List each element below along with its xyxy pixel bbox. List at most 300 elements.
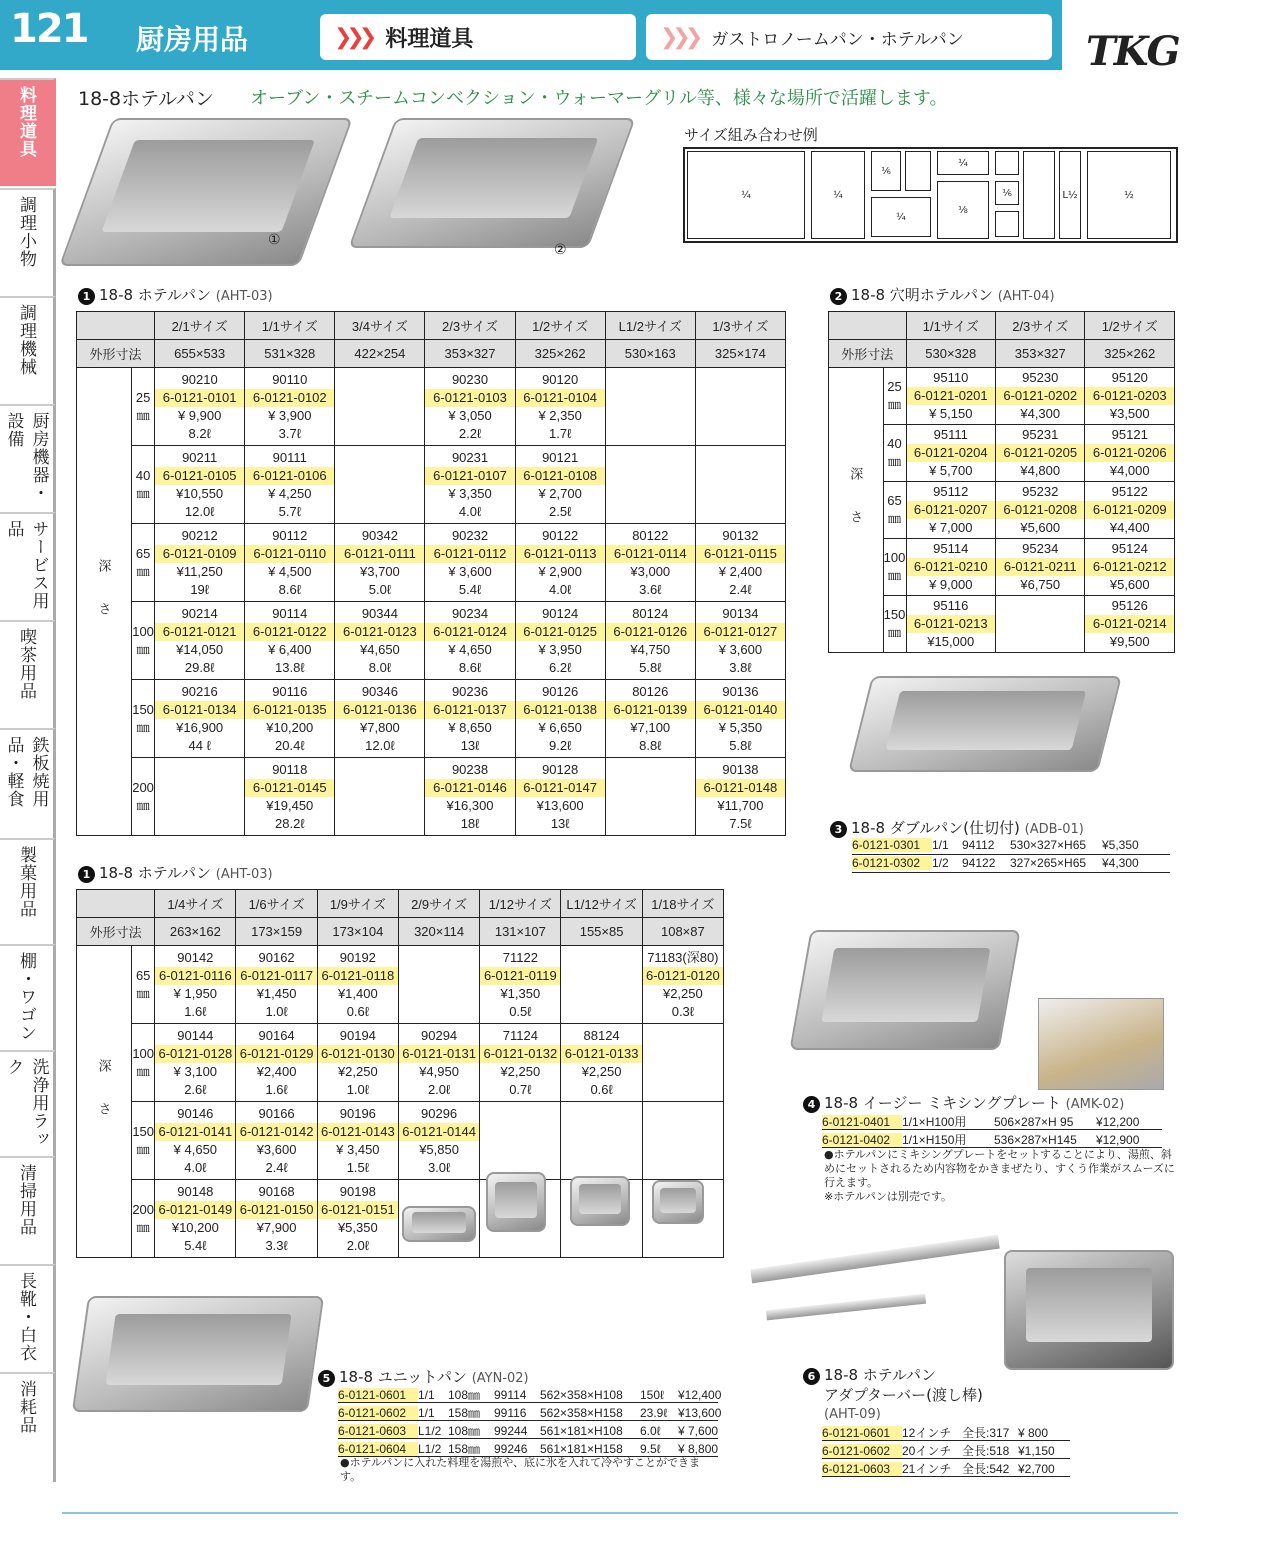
sidebar-item-label: 消耗品 <box>16 1380 36 1434</box>
section-code: (AHT-04) <box>997 289 1055 304</box>
price: ¥6,750 <box>1020 577 1061 592</box>
table-cell <box>335 446 425 524</box>
item-number: 90198 <box>339 1183 376 1199</box>
sidebar-item[interactable] <box>0 296 56 404</box>
price: ¥ 3,050 <box>448 407 492 423</box>
adapter-bar-photo <box>766 1294 926 1321</box>
section-title-text: 18-8 ダブルパン(仕切付) <box>851 819 1020 837</box>
table-row <box>77 680 786 758</box>
capacity: 3.3ℓ <box>265 1237 288 1253</box>
sidebar-item[interactable] <box>0 944 56 1050</box>
adapter-bar-photo <box>750 1235 1000 1284</box>
table-cell <box>155 602 245 680</box>
section5-note: ●ホテルパンに入れた料理を湯煎や、底に氷を入れて冷やすことができます。 <box>340 1456 701 1483</box>
item-number: 90136 <box>722 683 759 699</box>
table-cell <box>155 446 245 524</box>
capacity: 6.2ℓ <box>549 659 572 675</box>
product-code: 6-0121-0126 <box>606 623 695 641</box>
table-cell <box>155 680 245 758</box>
item-number: 95120 <box>1111 370 1148 385</box>
product-code: 6-0121-0137 <box>425 701 514 719</box>
product-line <box>852 856 1170 873</box>
unit-pan-photo <box>72 1296 324 1412</box>
table-cell <box>561 1024 642 1102</box>
product-code: 6-0121-0603 <box>338 1424 418 1438</box>
item-number: 80124 <box>632 605 669 621</box>
product-code: 6-0121-0302 <box>852 856 932 870</box>
mixing-plate-usage-photo <box>1038 998 1164 1090</box>
table-cell <box>155 1102 236 1180</box>
capacity: 4.0ℓ <box>549 581 572 597</box>
product-line <box>822 1442 1070 1459</box>
item-number: 90118 <box>272 761 308 777</box>
depth-label: 深さ <box>77 368 132 836</box>
price: ¥15,000 <box>927 634 975 649</box>
table-cell <box>155 1024 236 1102</box>
tab-gastronorm[interactable] <box>646 14 1052 60</box>
product-code: 6-0121-0604 <box>338 1442 418 1456</box>
capacity: 12.0ℓ <box>184 503 215 519</box>
product-field: 561×181×H158 <box>540 1442 623 1456</box>
product-code: 6-0121-0204 <box>907 444 995 462</box>
capacity: 4.0ℓ <box>458 503 482 519</box>
sidebar-item-label: 製菓用品 <box>16 846 36 918</box>
product-code: 6-0121-0113 <box>516 545 605 563</box>
product-field: 561×181×H108 <box>540 1424 623 1438</box>
product-code: 6-0121-0101 <box>155 389 244 407</box>
page-subheading: オーブン・スチームコンベクション・ウォーマーグリル等、様々な場所で活躍します。 <box>250 88 948 109</box>
dimension-value: 422×254 <box>335 340 425 368</box>
table-cell <box>1085 539 1175 596</box>
product-field: 158㎜ <box>448 1406 481 1420</box>
product-field: ¥12,400 <box>678 1388 722 1402</box>
capacity: 1.5ℓ <box>346 1159 369 1175</box>
table-cell <box>245 524 335 602</box>
price: ¥4,750 <box>630 641 671 657</box>
product-code: 6-0121-0123 <box>335 623 424 641</box>
price: ¥ 4,500 <box>268 563 312 579</box>
depth-value: 200㎜ <box>132 1180 155 1258</box>
photo-label-1: ① <box>268 232 281 248</box>
capacity: 5.4ℓ <box>184 1237 207 1253</box>
item-number: 71122 <box>502 949 538 965</box>
depth-value: 65㎜ <box>883 482 906 539</box>
item-number: 71183(深80) <box>647 949 719 965</box>
long-pan-photo <box>402 1206 476 1242</box>
product-code: 6-0121-0131 <box>399 1045 479 1063</box>
product-code: 6-0121-0104 <box>516 389 605 407</box>
product-field: 536×287×H145 <box>994 1133 1077 1147</box>
capacity: 8.0ℓ <box>368 659 392 675</box>
depth-value: 65㎜ <box>132 946 155 1024</box>
product-code: 6-0121-0119 <box>480 967 560 985</box>
price: ¥4,800 <box>1020 463 1061 478</box>
dimension-value: 655×533 <box>155 340 245 368</box>
product-code: 6-0121-0144 <box>399 1123 479 1141</box>
product-line <box>338 1404 722 1421</box>
product-field: 1/2 <box>932 856 949 870</box>
table-corner <box>77 312 155 340</box>
item-number: 90122 <box>542 527 579 543</box>
product-code: 6-0121-0127 <box>696 623 785 641</box>
section-title-text: 18-8 イージー ミキシングプレート <box>824 1094 1061 1112</box>
depth-value: 25㎜ <box>132 368 155 446</box>
sidebar-item-label: 調理小物 <box>16 196 36 268</box>
table-cell <box>996 596 1085 653</box>
price: ¥4,950 <box>419 1063 459 1079</box>
size-header: 1/12サイズ <box>480 890 561 918</box>
item-number: 90196 <box>339 1105 376 1121</box>
table-row <box>829 368 1175 425</box>
table-cell <box>398 946 479 1024</box>
product-field: ¥2,700 <box>1018 1462 1055 1476</box>
price: ¥ 8,650 <box>448 719 492 735</box>
product-field: ¥4,300 <box>1102 856 1139 870</box>
sidebar-item-label: 喫茶用品 <box>16 628 36 700</box>
size-header: 2/9サイズ <box>398 890 479 918</box>
item-number: 95232 <box>1022 484 1059 499</box>
product-code: 6-0121-0142 <box>236 1123 316 1141</box>
size-header: 1/9サイズ <box>317 890 398 918</box>
product-code: 6-0121-0122 <box>245 623 334 641</box>
table-cell <box>425 368 515 446</box>
item-number: 90346 <box>361 683 398 699</box>
section-title-text: 18-8 ホテルパン <box>99 864 212 882</box>
table-cell <box>425 446 515 524</box>
product-field: 530×327×H65 <box>1010 838 1087 852</box>
table-cell <box>425 524 515 602</box>
size-header: 3/4サイズ <box>335 312 425 340</box>
price: ¥16,900 <box>176 719 224 735</box>
capacity: 5.4ℓ <box>458 581 482 597</box>
price: ¥ 9,900 <box>177 407 222 423</box>
product-code: 6-0121-0134 <box>155 701 244 719</box>
price: ¥10,200 <box>171 1219 219 1235</box>
hotel-pan-table-1 <box>76 311 786 836</box>
item-number: 90231 <box>451 449 489 465</box>
capacity: 0.6ℓ <box>346 1003 369 1019</box>
sidebar-item-label: 調理機械 <box>16 304 36 376</box>
product-code: 6-0121-0602 <box>822 1444 902 1458</box>
section-code: (AMK-02) <box>1065 1097 1125 1112</box>
product-field: 21インチ <box>902 1462 952 1476</box>
product-field: ¥13,600 <box>678 1406 722 1420</box>
depth-value: 65㎜ <box>132 524 155 602</box>
table-row <box>77 524 786 602</box>
price: ¥1,350 <box>500 985 541 1001</box>
table-cell <box>642 1102 723 1180</box>
table-cell <box>335 758 425 836</box>
product-code: 6-0121-0143 <box>318 1123 398 1141</box>
sidebar-item[interactable] <box>0 78 56 186</box>
item-number: 90238 <box>451 761 489 777</box>
capacity: 8.6ℓ <box>458 659 482 675</box>
section4-title <box>803 1092 1124 1113</box>
product-code: 6-0121-0117 <box>236 967 316 985</box>
item-number: 90168 <box>258 1183 295 1199</box>
product-field: 9.5ℓ <box>640 1442 661 1456</box>
price: ¥10,550 <box>176 485 224 501</box>
product-line <box>822 1424 1070 1441</box>
capacity: 7.5ℓ <box>729 815 752 831</box>
item-number: 90116 <box>272 683 308 699</box>
section-number-badge: 3 <box>830 821 847 838</box>
sidebar-item-label: 料理道具 <box>16 86 36 158</box>
capacity: 0.7ℓ <box>509 1081 532 1097</box>
size-header: 1/3サイズ <box>695 312 785 340</box>
size-header: L1/2サイズ <box>605 312 695 340</box>
table-cell <box>642 1024 723 1102</box>
table-cell <box>695 524 785 602</box>
table-cell <box>515 446 605 524</box>
table-row <box>77 602 786 680</box>
product-field: 562×358×H108 <box>540 1388 623 1402</box>
capacity: 3.0ℓ <box>427 1159 451 1175</box>
product-field: 1/1 <box>932 838 949 852</box>
footer-rule <box>62 1512 1178 1514</box>
sidebar-item[interactable] <box>0 512 56 620</box>
item-number: 90166 <box>258 1105 295 1121</box>
capacity: 5.0ℓ <box>368 581 392 597</box>
price: ¥ 3,350 <box>448 485 492 501</box>
item-number: 95234 <box>1022 541 1059 556</box>
price: ¥ 4,250 <box>268 485 312 501</box>
table-cell <box>1085 596 1175 653</box>
sidebar-item[interactable] <box>0 404 56 512</box>
table-cell <box>605 602 695 680</box>
capacity: 2.4ℓ <box>729 581 752 597</box>
table-cell <box>335 680 425 758</box>
item-number: 88124 <box>583 1027 620 1043</box>
sidebar-item-label: 長靴・白衣 <box>16 1272 36 1362</box>
table-cell <box>236 946 317 1024</box>
item-number: 90294 <box>421 1027 458 1043</box>
product-code: 6-0121-0201 <box>907 387 995 405</box>
tab-cooking-tools[interactable] <box>320 14 636 60</box>
table-cell <box>317 1180 398 1258</box>
product-code: 6-0121-0603 <box>822 1462 902 1476</box>
table-cell <box>605 680 695 758</box>
product-code: 6-0121-0111 <box>335 545 424 563</box>
product-code: 6-0121-0136 <box>335 701 424 719</box>
product-code: 6-0121-0109 <box>155 545 244 563</box>
section1-title <box>78 284 273 305</box>
table-cell <box>695 758 785 836</box>
depth-value: 100㎜ <box>883 539 906 596</box>
item-number: 90211 <box>182 449 218 465</box>
product-line <box>338 1422 718 1439</box>
hotel-pan-photo-2 <box>348 118 635 248</box>
dimension-label: 外形寸法 <box>829 340 907 368</box>
sidebar-item-label: 鉄板焼用品・軽食 <box>3 736 49 808</box>
table-cell <box>515 524 605 602</box>
item-number: 80122 <box>632 527 669 543</box>
section6-title <box>803 1364 936 1385</box>
product-field: 全長:518 <box>962 1444 1010 1458</box>
price: ¥7,100 <box>630 719 671 735</box>
product-code: 6-0121-0205 <box>996 444 1084 462</box>
item-number: 95116 <box>933 598 969 613</box>
item-number: 90120 <box>542 371 579 387</box>
price: ¥2,250 <box>337 1063 378 1079</box>
perforated-pan-table <box>828 311 1175 653</box>
product-field: L1/2 <box>418 1442 442 1456</box>
product-code: 6-0121-0145 <box>245 779 334 797</box>
brand-logo: TKG <box>1086 28 1179 75</box>
capacity: 2.4ℓ <box>265 1159 288 1175</box>
product-line <box>822 1113 1162 1130</box>
product-code: 6-0121-0125 <box>516 623 605 641</box>
product-code: 6-0121-0105 <box>155 467 244 485</box>
table-cell <box>245 758 335 836</box>
sidebar-item-label: 棚・ワゴン <box>16 952 36 1042</box>
section-number-badge: 5 <box>318 1370 335 1387</box>
dimension-value: 531×328 <box>245 340 335 368</box>
dimension-value: 530×163 <box>605 340 695 368</box>
table-cell <box>906 368 995 425</box>
sidebar-item[interactable] <box>0 188 56 296</box>
item-number: 95110 <box>933 370 969 385</box>
product-field: 108㎜ <box>448 1388 481 1402</box>
product-code: 6-0121-0103 <box>425 389 514 407</box>
depth-value: 200㎜ <box>132 758 155 836</box>
table-row <box>77 758 786 836</box>
price: ¥13,600 <box>536 797 584 813</box>
price: ¥19,450 <box>266 797 314 813</box>
product-code: 6-0121-0120 <box>643 967 723 985</box>
product-code: 6-0121-0209 <box>1085 501 1174 519</box>
section-number-badge: 1 <box>78 288 95 305</box>
item-number: 90192 <box>339 949 376 965</box>
product-field: 327×265×H65 <box>1010 856 1087 870</box>
product-code: 6-0121-0203 <box>1085 387 1174 405</box>
table-cell <box>561 946 642 1024</box>
table-cell <box>1085 368 1175 425</box>
product-field: ¥ 8,800 <box>678 1442 719 1456</box>
price: ¥ 4,650 <box>173 1141 218 1157</box>
page-heading: 18-8ホテルパン <box>78 88 214 110</box>
product-code: 6-0121-0130 <box>318 1045 398 1063</box>
sidebar-item[interactable] <box>0 1156 56 1264</box>
product-field: 6.0ℓ <box>640 1424 661 1438</box>
price: ¥ 2,700 <box>538 485 582 501</box>
capacity: 2.6ℓ <box>184 1081 207 1097</box>
price: ¥5,600 <box>1020 520 1061 535</box>
price: ¥2,250 <box>581 1063 622 1079</box>
price: ¥16,300 <box>446 797 494 813</box>
sidebar-item[interactable] <box>0 1372 56 1482</box>
price: ¥3,700 <box>360 563 400 579</box>
product-code: 6-0121-0135 <box>245 701 334 719</box>
table-cell <box>996 482 1085 539</box>
capacity: 4.0ℓ <box>184 1159 207 1175</box>
table-cell <box>996 539 1085 596</box>
product-field: ¥ 800 <box>1018 1426 1049 1440</box>
capacity: 1.7ℓ <box>549 425 572 441</box>
depth-label: 深さ <box>77 946 132 1258</box>
small-pan-photo <box>652 1180 704 1224</box>
price: ¥ 3,900 <box>268 407 312 423</box>
price: ¥ 5,700 <box>929 463 973 478</box>
item-number: 90216 <box>181 683 218 699</box>
price: ¥ 4,650 <box>448 641 492 657</box>
dimension-value: 320×114 <box>398 918 479 946</box>
sidebar-item-label: 厨房機器・設備 <box>3 412 49 502</box>
product-code: 6-0121-0213 <box>907 615 995 633</box>
sidebar-item[interactable] <box>0 1264 56 1372</box>
capacity: 44 ℓ <box>188 737 211 753</box>
price: ¥9,500 <box>1109 634 1150 649</box>
product-code: 6-0121-0110 <box>245 545 334 563</box>
product-code: 6-0121-0602 <box>338 1406 418 1420</box>
table-cell <box>155 758 245 836</box>
capacity: 9.2ℓ <box>549 737 572 753</box>
table-cell <box>1085 425 1175 482</box>
item-number: 90114 <box>272 605 308 621</box>
price: ¥1,450 <box>256 985 297 1001</box>
product-code: 6-0121-0132 <box>480 1045 560 1063</box>
product-field: ¥12,200 <box>1096 1115 1140 1129</box>
capacity: 18ℓ <box>460 815 480 831</box>
capacity: 8.8ℓ <box>639 737 662 753</box>
size-header: 1/4サイズ <box>155 890 236 918</box>
item-number: 80126 <box>632 683 669 699</box>
size-header: L1/12サイズ <box>561 890 642 918</box>
item-number: 90232 <box>451 527 489 543</box>
size-combination-diagram: ¼ ¼ ⅙ ¼ ¼ ⅛ ⅙ L½ ½ <box>683 147 1178 243</box>
depth-label: 深さ <box>829 368 884 653</box>
size-header: 2/3サイズ <box>996 312 1085 340</box>
sidebar-item[interactable] <box>0 620 56 728</box>
dimension-value: 325×262 <box>515 340 605 368</box>
section-title-text: 18-8 ホテルパン <box>99 286 212 304</box>
section2-title <box>830 284 1055 305</box>
item-number: 90144 <box>177 1027 214 1043</box>
table-cell <box>695 368 785 446</box>
capacity: 5.8ℓ <box>729 737 752 753</box>
item-number: 90121 <box>542 449 579 465</box>
product-field: 562×358×H158 <box>540 1406 623 1420</box>
sidebar-item[interactable] <box>0 728 56 838</box>
table-cell <box>245 680 335 758</box>
price: ¥5,850 <box>419 1141 459 1157</box>
dimension-value: 325×262 <box>1085 340 1175 368</box>
price: ¥ 6,650 <box>538 719 582 735</box>
item-number: 95114 <box>933 541 969 556</box>
price: ¥ 1,950 <box>173 985 218 1001</box>
price: ¥7,800 <box>360 719 400 735</box>
product-field: 99116 <box>494 1406 527 1420</box>
sidebar-item[interactable] <box>0 1050 56 1156</box>
section-number-badge: 1 <box>78 866 95 883</box>
item-number: 90110 <box>272 371 308 387</box>
product-code: 6-0121-0601 <box>822 1426 902 1440</box>
small-pan-photo <box>486 1172 546 1232</box>
section5-title <box>318 1366 529 1387</box>
capacity: 3.8ℓ <box>729 659 752 675</box>
depth-value: 100㎜ <box>132 602 155 680</box>
table-cell <box>480 946 561 1024</box>
product-line <box>822 1460 1070 1477</box>
section-code: (AHT-09) <box>824 1407 881 1422</box>
price: ¥14,050 <box>176 641 224 657</box>
sidebar-item[interactable] <box>0 838 56 944</box>
table-cell <box>561 1102 642 1180</box>
section-title-text: 18-8 ユニットパン <box>339 1368 467 1386</box>
item-number: 90132 <box>722 527 759 543</box>
price: ¥ 3,450 <box>336 1141 380 1157</box>
capacity: 28.2ℓ <box>275 815 305 831</box>
